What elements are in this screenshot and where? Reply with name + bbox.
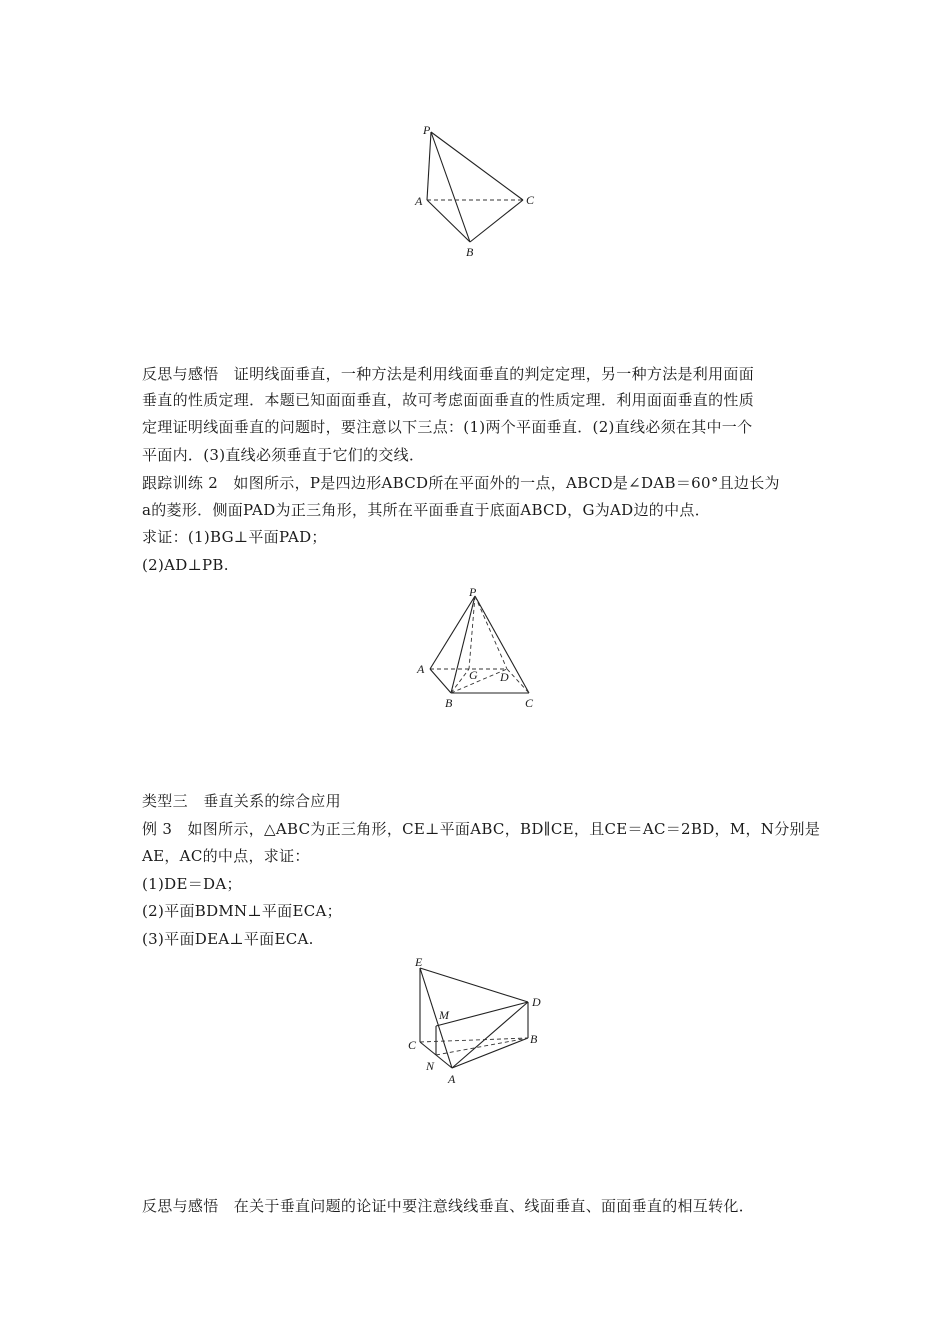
edge-ED [420,968,528,1002]
vertex-label-B: B [445,696,453,710]
reflection2-line1: 反思与感悟 在关于垂直问题的论证中要注意线线垂直、线面垂直、面面垂直的相互转化． [142,1197,755,1215]
figure-solid-EDABC [400,952,560,1092]
example3-line1: 例 3 如图所示，△ABC为正三角形，CE⊥平面ABC，BD∥CE，且CE＝AC＝2BD，M，N分别是 [142,820,821,838]
reflection1-line2: 垂直的性质定理．本题已知面面垂直，故可考虑面面垂直的性质定理．利用面面垂直的性质 [142,391,755,409]
type3-heading: 类型三 垂直关系的综合应用 [142,792,341,810]
vertex-label-C: C [526,193,535,207]
vertex-label-P: P [469,585,477,599]
vertex-label-B: B [466,245,474,259]
edge-BC [470,200,523,242]
edge-AB [452,1038,528,1068]
example3-line5: (3)平面DEA⊥平面ECA. [142,930,314,948]
vertex-label-C: C [408,1038,417,1052]
example3-line4: (2)平面BDMN⊥平面ECA； [142,902,342,920]
edge-PB [431,132,470,242]
reflection1-line1: 反思与感悟 证明线面垂直，一种方法是利用线面垂直的判定定理，另一种方法是利用面面 [142,365,755,383]
training2-line3: 求证：(1)BG⊥平面PAD； [142,528,327,546]
point-label-G: G [469,668,478,682]
vertex-label-D: D [532,995,541,1009]
training2-line4: (2)AD⊥PB. [142,556,229,574]
vertex-label-B: B [530,1032,538,1046]
solid-diagram [400,952,560,1092]
example3-line3: (1)DE＝DA； [142,875,242,893]
training2-line2: a的菱形．侧面PAD为正三角形，其所在平面垂直于底面ABCD，G为AD边的中点． [142,501,710,519]
point-label-M: M [439,1008,449,1022]
vertex-label-D: D [500,670,509,684]
example3-line2: AE，AC的中点，求证： [142,847,310,865]
vertex-label-E: E [415,955,423,969]
vertex-label-P: P [423,123,431,137]
edge-PA [427,132,431,200]
point-label-N: N [426,1059,435,1073]
vertex-label-C: C [525,696,534,710]
segment-BD-hidden [451,669,507,693]
edge-AB [427,200,470,242]
pyramid-diagram [410,585,550,715]
reflection1-line4: 平面内．(3)直线必须垂直于它们的交线． [142,446,425,464]
figure-tetrahedron [405,118,555,263]
edge-PD-hidden [475,596,507,669]
edge-PC [431,132,523,200]
reflection1-line3: 定理证明线面垂直的问题时，要注意以下三点：(1)两个平面垂直．(2)直线必须在其中一个 [142,418,753,436]
edge-AB [430,669,451,693]
vertex-label-A: A [415,194,423,208]
vertex-label-A: A [448,1072,456,1086]
edge-PA [430,596,475,669]
tetrahedron-diagram [405,118,555,263]
vertex-label-A: A [417,662,425,676]
figure-pyramid [410,585,550,715]
training2-line1: 跟踪训练 2 如图所示，P是四边形ABCD所在平面外的一点，ABCD是∠DAB＝60°且边长为 [142,474,780,492]
